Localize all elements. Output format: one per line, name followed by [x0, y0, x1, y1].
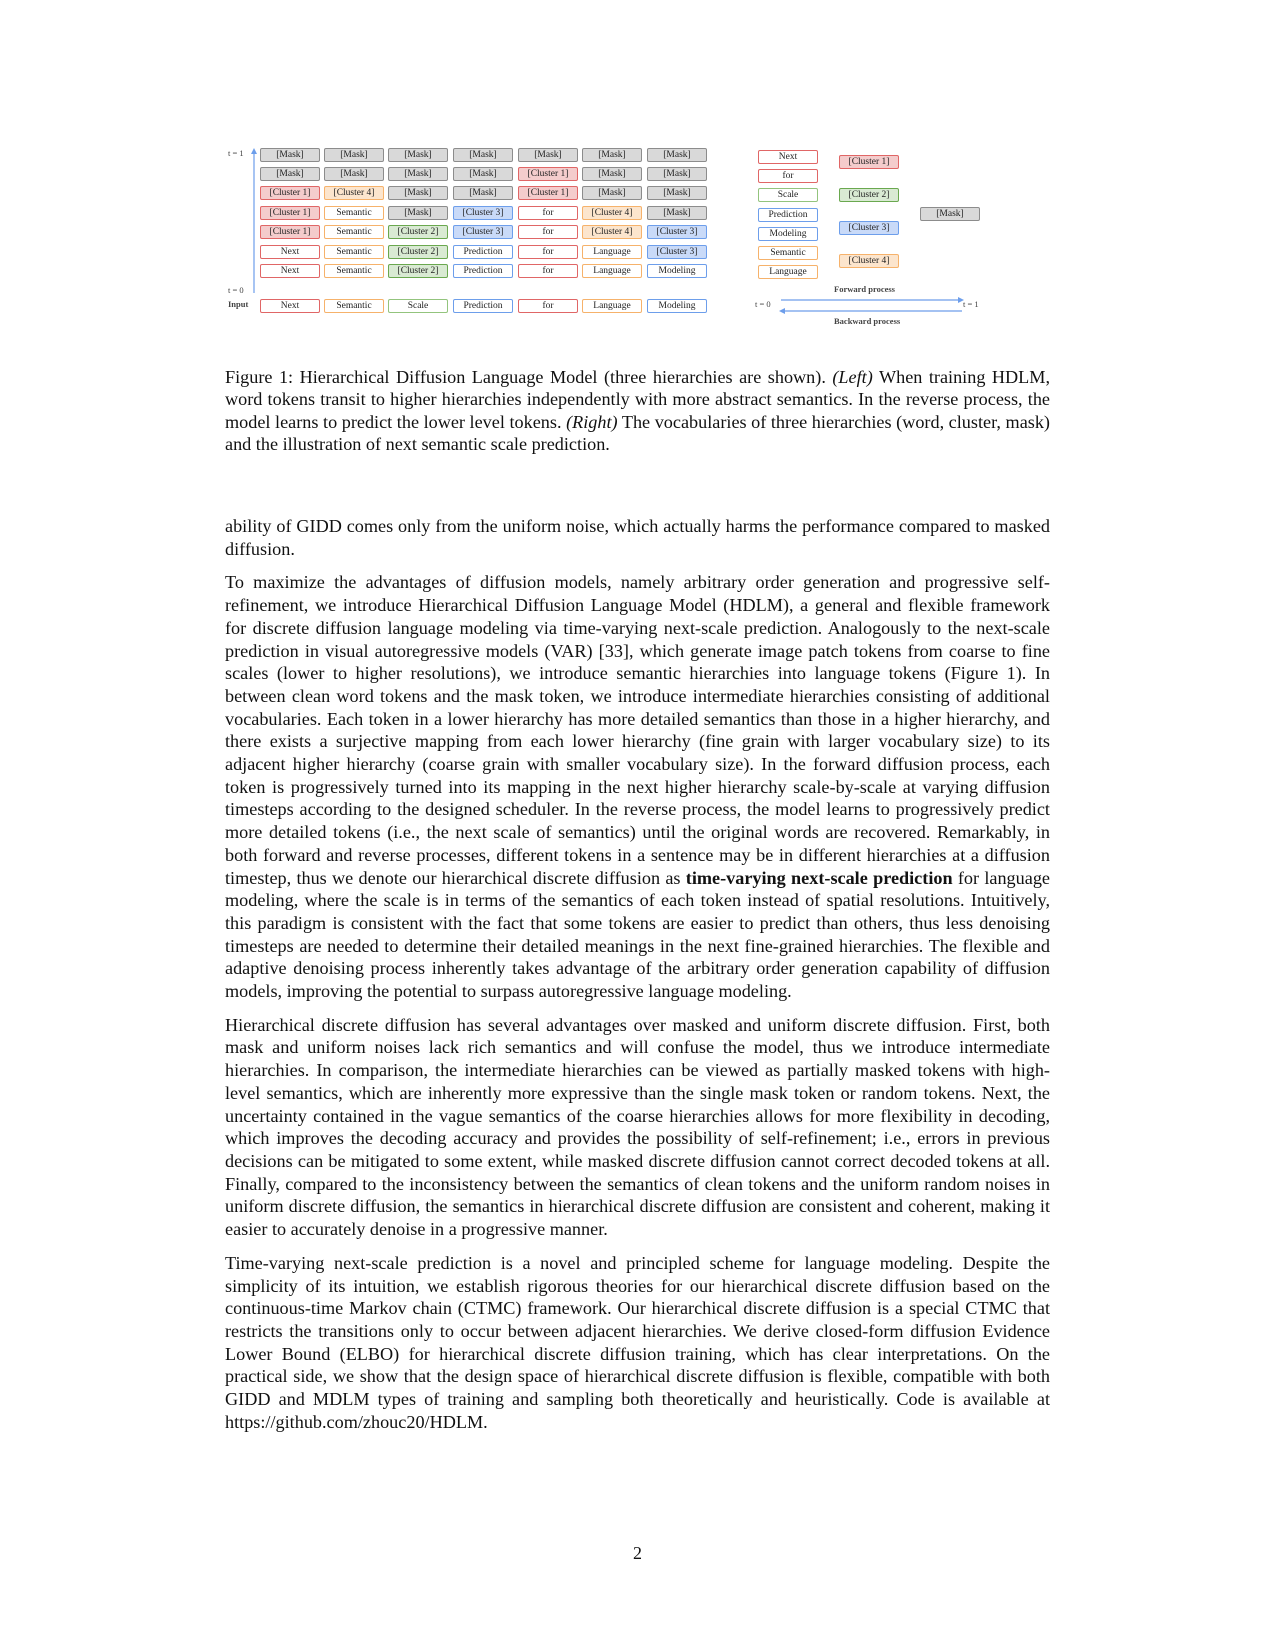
- paragraph-1: ability of GIDD comes only from the uniform noise, which actually harms the performance compared to masked diffusion.: [225, 516, 1050, 559]
- word-vocab-token: Scale: [758, 188, 818, 202]
- paragraph-2-text-b: for language modeling, where the scale is in terms of the semantics of each token instead of spatial resolutions. Intuitively, this paradigm is consistent with the fact that some tokens are easier to predict than others, thus less denoising timesteps are needed to determine their detailed meanings in the next fine-grained hierarchies. The flexible and adaptive denoising process inherently takes advantage of the arbitrary order generation capability of diffusion models, improving the potential to surpass autoregressive language modeling.: [225, 867, 1050, 1002]
- token-cell: [Mask]: [647, 206, 707, 220]
- figure-caption: [225, 366, 1050, 456]
- token-cell: [Cluster 2]: [388, 225, 448, 239]
- token-cell: [Mask]: [453, 186, 513, 200]
- token-cell: for: [518, 245, 578, 259]
- token-cell: [Mask]: [453, 148, 513, 162]
- token-cell: Semantic: [324, 245, 384, 259]
- token-cell: [Mask]: [388, 148, 448, 162]
- token-cell: [Mask]: [324, 148, 384, 162]
- token-cell: Semantic: [324, 225, 384, 239]
- token-cell: Semantic: [324, 206, 384, 220]
- cluster-vocab-token: [Cluster 2]: [839, 188, 899, 202]
- t1-label: t = 1: [963, 299, 979, 309]
- token-cell: [Mask]: [518, 148, 578, 162]
- paragraph-2-text-a: To maximize the advantages of diffusion models, namely arbitrary order generation and progressive self-refinement, we introduce Hierarchical Diffusion Language Model (HDLM), a general and flexible framework for discrete diffusion language modeling via time-varying next-scale prediction. Analogously to the next-scale prediction in visual autoregressive models (VAR) [33], which generate image patch tokens from coarse to fine scales (lower to higher resolutions), we introduce semantic hierarchies into language tokens (Figure 1). In between clean word tokens and the mask token, we introduce intermediate hierarchies consisting of additional vocabularies. Each token in a lower hierarchy has more detailed semantics than those in a higher hierarchy, and there exists a surjective mapping from each lower hierarchy (fine grain with larger vocabulary size) to its adjacent higher hierarchy (coarse grain with smaller vocabulary size). In the forward diffusion process, each token is progressively turned into its mapping in the next higher hierarchy scale-by-scale at varying diffusion timesteps according to the designed scheduler. In the reverse process, the model learns to progressively predict more detailed tokens (i.e., the next scale of semantics) until the original words are recovered. Remarkably, in both forward and reverse processes, different tokens in a sentence may be in different hierarchies at a diffusion timestep, thus we denote our hierarchical discrete diffusion as: [225, 572, 1050, 888]
- paragraph-2-bold: time-varying next-scale prediction: [685, 867, 953, 888]
- token-cell: [Mask]: [388, 186, 448, 200]
- input-token: Modeling: [647, 299, 707, 313]
- token-cell: [Cluster 3]: [453, 206, 513, 220]
- paragraph-4: Time-varying next-scale prediction is a novel and principled scheme for language modeling. Despite the simplicity of its intuition, we establish rigorous theories for our hierarchical discrete diffusion based on the continuous-time Markov chain (CTMC) framework. Our hierarchical discrete diffusion is a special CTMC that restricts the transitions only to occur between adjacent hierarchies. We derive closed-form diffusion Evidence Lower Bound (ELBO) for hierarchical discrete diffusion training, which has clear interpretations. On the practical side, we show that the design space of hierarchical discrete diffusion is flexible, compatible with both GIDD and MDLM types of training and sampling both theoretically and heuristically. Code is available at https://github.com/zhouc20/HDLM.: [225, 1252, 1050, 1432]
- input-token: Next: [260, 299, 320, 313]
- token-cell: [Cluster 3]: [453, 225, 513, 239]
- token-cell: Next: [260, 264, 320, 278]
- token-cell: [Cluster 1]: [518, 167, 578, 181]
- word-vocab-token: Next: [758, 150, 818, 164]
- token-cell: [Mask]: [582, 167, 642, 181]
- token-cell: [Cluster 3]: [647, 245, 707, 259]
- token-cell: [Mask]: [388, 206, 448, 220]
- time-label-bottom: t = 0: [228, 285, 244, 295]
- mask-vocab-token: [Mask]: [920, 207, 980, 221]
- word-vocab-token: Modeling: [758, 227, 818, 241]
- input-token: Prediction: [453, 299, 513, 313]
- caption-middle: When training HDLM, word tokens transit to higher hierarchies independently with more abstract semantics. In the reverse process, the model learns to predict the lower level tokens.: [225, 367, 1051, 432]
- token-cell: Next: [260, 245, 320, 259]
- token-cell: [Cluster 1]: [260, 186, 320, 200]
- token-cell: for: [518, 264, 578, 278]
- caption-prefix: Figure 1: Hierarchical Diffusion Language Model (three hierarchies are shown).: [225, 367, 833, 387]
- token-cell: Prediction: [453, 264, 513, 278]
- t0-label: t = 0: [755, 299, 771, 309]
- token-cell: [Mask]: [388, 167, 448, 181]
- word-vocab-token: Language: [758, 265, 818, 279]
- token-cell: Language: [582, 245, 642, 259]
- token-cell: [Mask]: [647, 186, 707, 200]
- token-cell: for: [518, 206, 578, 220]
- caption-suffix: The vocabularies of three hierarchies (word, cluster, mask) and the illustration of next semantic scale prediction.: [225, 411, 1050, 455]
- input-label: Input: [228, 299, 249, 309]
- caption-right-tag: (Right): [566, 411, 618, 432]
- token-cell: Prediction: [453, 245, 513, 259]
- token-cell: [Cluster 1]: [518, 186, 578, 200]
- figure-1-diagram: [225, 148, 1045, 348]
- token-cell: [Cluster 4]: [324, 186, 384, 200]
- input-token: Scale: [388, 299, 448, 313]
- token-cell: [Mask]: [453, 167, 513, 181]
- token-cell: [Cluster 2]: [388, 245, 448, 259]
- token-cell: [Mask]: [582, 186, 642, 200]
- paragraph-2: [225, 571, 1050, 1002]
- token-cell: [Mask]: [260, 167, 320, 181]
- forward-process-label: Forward process: [834, 284, 895, 294]
- cluster-vocab-token: [Cluster 1]: [839, 155, 899, 169]
- token-cell: [Cluster 4]: [582, 206, 642, 220]
- token-cell: [Mask]: [647, 148, 707, 162]
- token-cell: [Mask]: [260, 148, 320, 162]
- backward-process-label: Backward process: [834, 316, 901, 326]
- token-cell: [Cluster 2]: [388, 264, 448, 278]
- page-number: 2: [633, 1543, 642, 1563]
- input-token: Semantic: [324, 299, 384, 313]
- token-cell: Semantic: [324, 264, 384, 278]
- token-cell: [Cluster 1]: [260, 225, 320, 239]
- word-vocab-token: Prediction: [758, 208, 818, 222]
- cluster-vocab-token: [Cluster 3]: [839, 221, 899, 235]
- body-text: [225, 515, 1050, 1444]
- paragraph-3: Hierarchical discrete diffusion has several advantages over masked and uniform discrete diffusion. First, both mask and uniform noises lack rich semantics and will confuse the model, thus we introduce intermediate hierarchies. In comparison, the intermediate hierarchies can be viewed as partially masked tokens with high-level semantics, which are inherently more expressive than the single mask token or random tokens. Next, the uncertainty contained in the vague semantics of the coarse hierarchies allows for more flexibility in decoding, which improves the decoding accuracy and provides the possibility of self-refinement; i.e., errors in previous decisions can be mitigated to some extent, while masked discrete diffusion cannot correct decoded tokens at all. Finally, compared to the inconsistency between the semantics of clean tokens and the uniform random noises in uniform discrete diffusion, the semantics in hierarchical discrete diffusion are consistent and coherent, making it easier to accurately denoise in a progressive manner.: [225, 1014, 1050, 1240]
- backward-arrowhead: [779, 308, 785, 314]
- cluster-vocab-token: [Cluster 4]: [839, 254, 899, 268]
- token-cell: [Cluster 1]: [260, 206, 320, 220]
- token-cell: for: [518, 225, 578, 239]
- input-token: for: [518, 299, 578, 313]
- time-label-top: t = 1: [228, 148, 244, 158]
- token-cell: Language: [582, 264, 642, 278]
- word-vocab-token: for: [758, 169, 818, 183]
- word-vocab-token: Semantic: [758, 246, 818, 260]
- input-token: Language: [582, 299, 642, 313]
- token-cell: [Cluster 3]: [647, 225, 707, 239]
- token-cell: [Mask]: [324, 167, 384, 181]
- token-cell: [Mask]: [647, 167, 707, 181]
- time-axis-arrowhead: [251, 148, 257, 154]
- caption-left-tag: (Left): [832, 367, 873, 387]
- token-cell: [Mask]: [582, 148, 642, 162]
- token-cell: Modeling: [647, 264, 707, 278]
- token-cell: [Cluster 4]: [582, 225, 642, 239]
